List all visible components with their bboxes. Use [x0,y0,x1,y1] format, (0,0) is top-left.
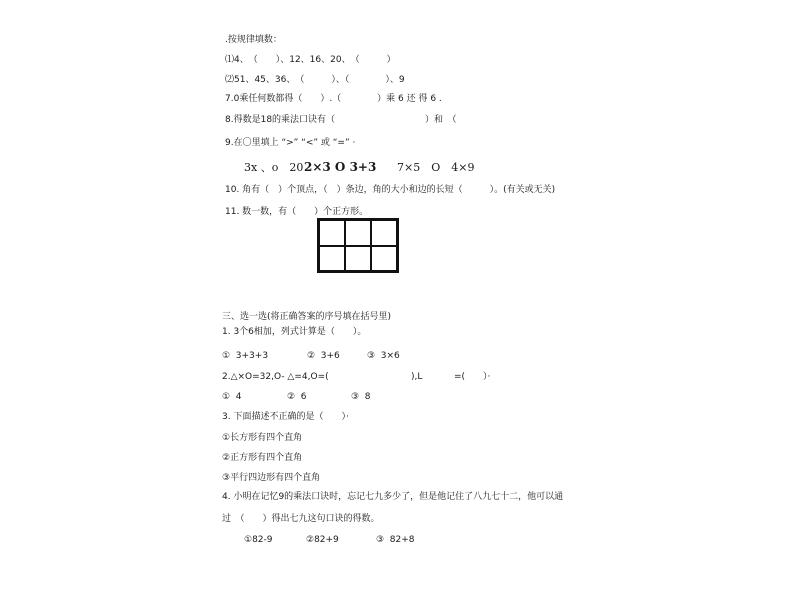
q6-title: .按规律填数： [225,35,282,45]
p3-q2-option-3: ③ 8 [351,392,371,402]
section-three-title: 三、选一选(将正确答案的序号填在括号里) [222,312,392,322]
q11-text: 11. 数一数，有（ ）个正方形。 [225,207,369,217]
q9-item-3: 7×5 O 4×9 [397,161,475,174]
p3-q4-option-2: ②82+9 [306,535,339,545]
p3-q3-option-3: ③平行四边形有四个直角 [222,473,321,483]
p3-q1-option-2: ② 3+6 [307,351,340,361]
p3-q4-option-3: ③ 82+8 [376,535,415,545]
grid-cell [345,220,371,246]
p3-q2-option-1: ① 4 [222,392,242,402]
grid-cell [371,220,397,246]
p3-q1-option-3: ③ 3×6 [367,351,400,361]
q6-sequence-1: ⑴4、 （ ）、12、16、20、 （ ） [225,55,396,65]
p3-q3-option-2: ②正方形有四个直角 [222,453,303,463]
p3-q3-option-1: ①长方形有四个直角 [222,433,303,443]
q10-text: 10. 角有（ ）个顶点，（ ）条边，角的大小和边的长短（ ）。(有关或无关) [225,185,556,195]
grid-cell [319,220,345,246]
p3-q1-option-1: ① 3+3+3 [222,351,269,361]
p3-q2-stem: 2.△×O=32,O- △=4,O=( [222,372,329,382]
p3-q3-stem: 3. 下面描述不正确的是（ ）· [222,412,349,422]
grid-cell [319,246,345,272]
grid-cell [345,246,371,272]
p3-q1-stem: 1. 3个6相加，列式计算是（ ）。 [222,327,367,337]
p3-q4-option-1: ①82-9 [244,535,273,545]
p3-q2-stem-b: ),L [411,372,423,382]
p3-q2-option-2: ② 6 [287,392,307,402]
q7-text: 7.0乘任何数都得（ ）.（ ）乘 6 还 得 6 . [225,94,442,104]
p3-q4-stem-line-2: 过 （ ）得出七九这句口诀的得数。 [222,514,380,524]
grid-cell [371,246,397,272]
q6-sequence-2: ⑵51、45、36、 （ ）、（ ）、9 [225,75,405,85]
q9-item-2: 2×3 O 3+3 [304,160,377,174]
q9-title: 9.在〇里填上 “>” “<” 或 “=” · [225,138,356,148]
q8-text: 8.得数是18的乘法口诀有（ ）和 （ [225,115,457,125]
p3-q2-stem-c: =( ）· [454,372,491,382]
square-grid-figure [317,218,399,273]
q9-item-1: 3x 、o 20 [244,161,304,174]
p3-q4-stem-line-1: 4. 小明在记忆9的乘法口诀时，忘记七九多少了，但是他记住了八九七十二，他可以通 [222,492,564,502]
